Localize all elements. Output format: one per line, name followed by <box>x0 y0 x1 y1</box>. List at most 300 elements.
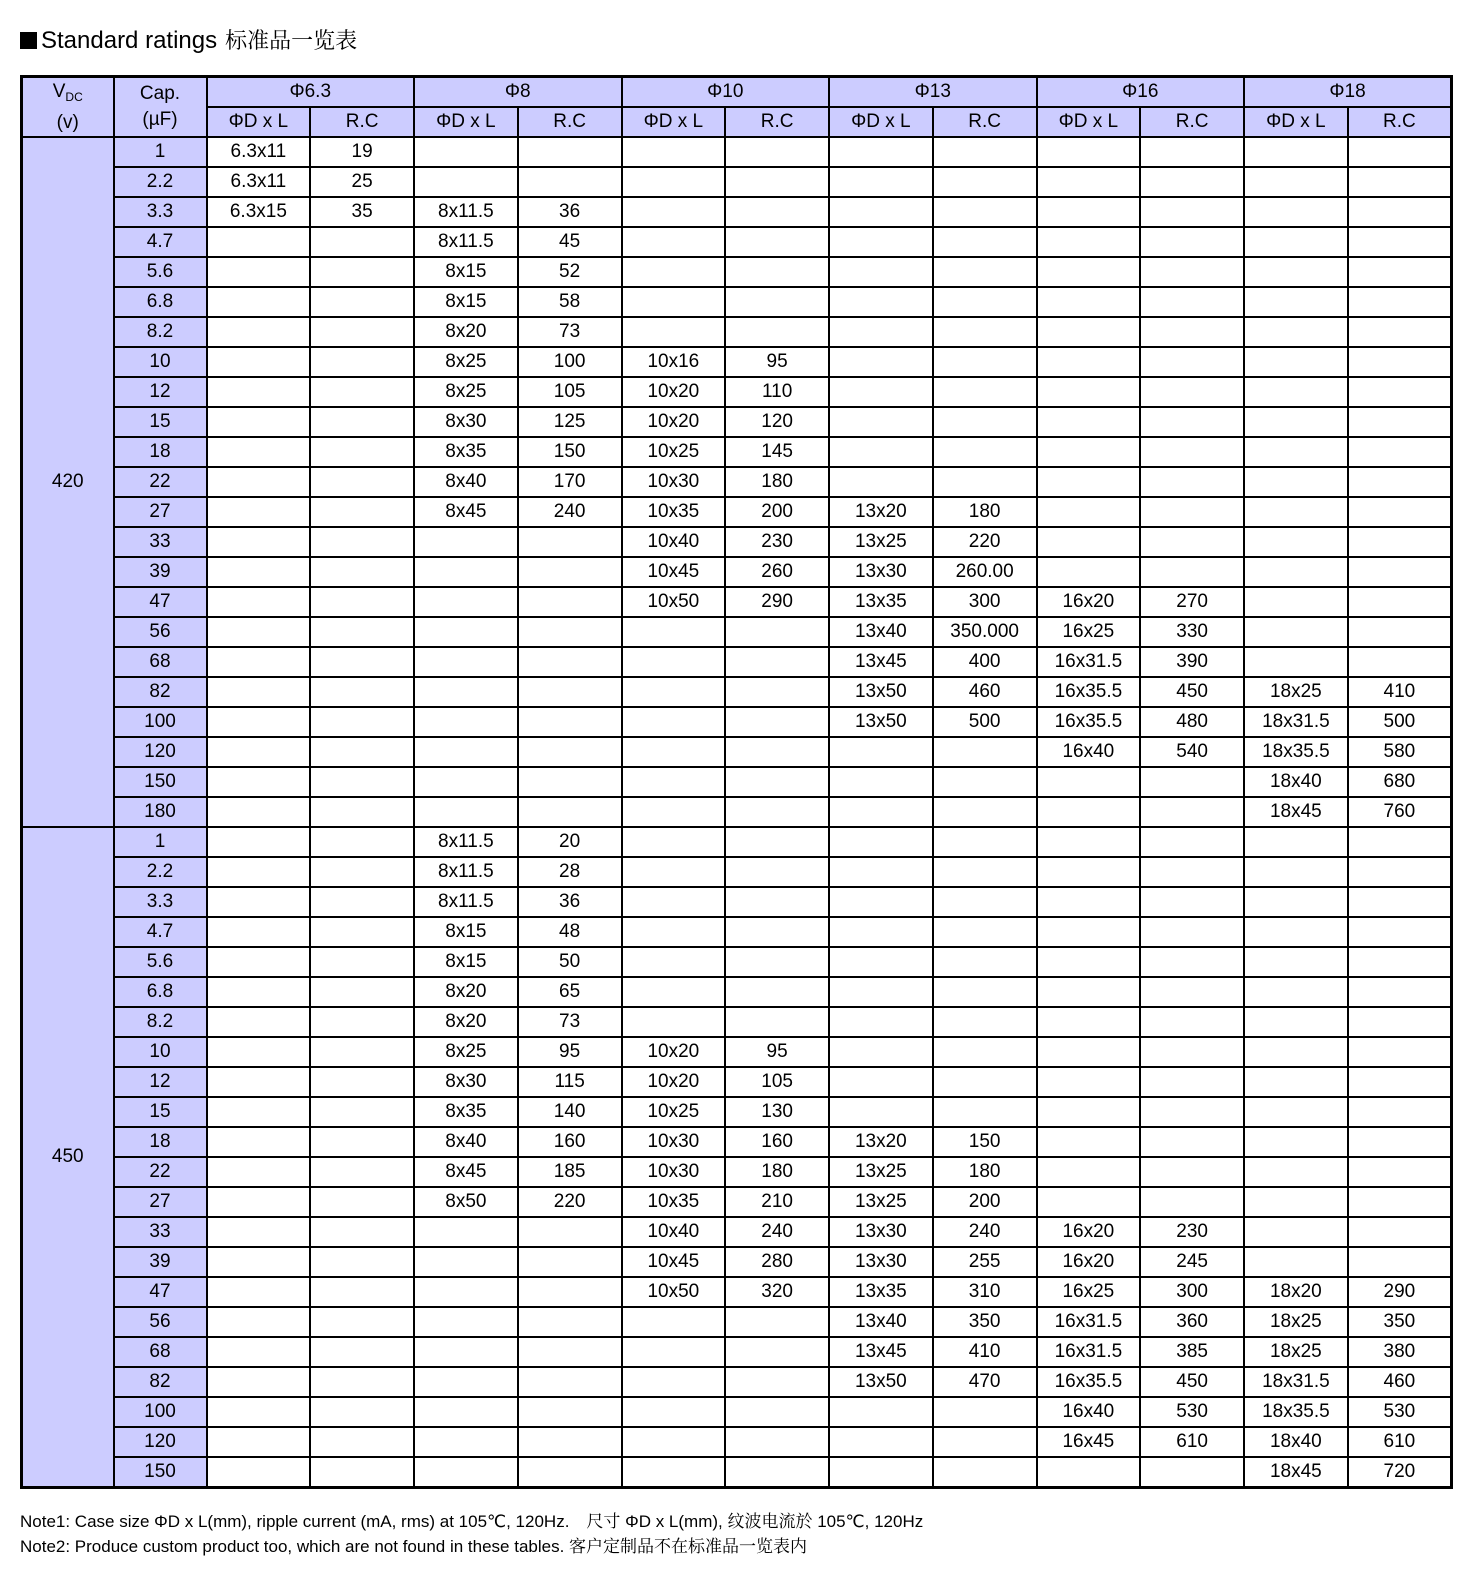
ripple-current-cell: 50 <box>518 947 622 977</box>
group-header-6-3: Φ6.3 <box>207 77 415 108</box>
size-cell <box>622 737 726 767</box>
table-row <box>22 737 1452 767</box>
size-cell: 13x30 <box>829 1247 933 1277</box>
size-cell: 13x45 <box>829 1337 933 1367</box>
ripple-current-cell <box>310 1097 414 1127</box>
size-cell <box>1037 137 1141 167</box>
table-row <box>22 1247 1452 1277</box>
size-cell: 13x50 <box>829 707 933 737</box>
size-cell <box>829 737 933 767</box>
size-cell: 8x50 <box>414 1187 518 1217</box>
size-cell <box>207 917 311 947</box>
table-row <box>22 1127 1452 1157</box>
ripple-current-cell <box>933 137 1037 167</box>
ripple-current-cell: 220 <box>518 1187 622 1217</box>
capacitance-cell: 82 <box>114 677 207 707</box>
ripple-current-cell <box>725 707 829 737</box>
table-row <box>22 347 1452 377</box>
size-cell: 13x50 <box>829 677 933 707</box>
size-cell <box>1037 1097 1141 1127</box>
ripple-current-cell: 25 <box>310 167 414 197</box>
ripple-current-cell: 230 <box>1140 1217 1244 1247</box>
table-row <box>22 287 1452 317</box>
size-cell: 8x11.5 <box>414 197 518 227</box>
ripple-current-cell <box>1348 347 1452 377</box>
table-row <box>22 137 1452 167</box>
col-rc-header: R.C <box>1140 107 1244 137</box>
size-cell <box>1244 1247 1348 1277</box>
ripple-current-cell: 140 <box>518 1097 622 1127</box>
size-cell <box>829 167 933 197</box>
size-cell: 18x25 <box>1244 1307 1348 1337</box>
size-cell <box>207 617 311 647</box>
ripple-current-cell <box>725 797 829 827</box>
ripple-current-cell <box>933 1037 1037 1067</box>
ripple-current-cell <box>518 1457 622 1488</box>
ripple-current-cell <box>1140 1127 1244 1157</box>
ripple-current-cell <box>310 1337 414 1367</box>
ripple-current-cell: 500 <box>933 707 1037 737</box>
size-cell <box>1244 1157 1348 1187</box>
size-cell <box>1244 617 1348 647</box>
size-cell <box>829 377 933 407</box>
size-cell <box>829 227 933 257</box>
size-cell <box>414 1277 518 1307</box>
capacitance-cell: 8.2 <box>114 1007 207 1037</box>
size-cell <box>622 647 726 677</box>
capacitance-cell: 120 <box>114 737 207 767</box>
size-cell <box>207 1247 311 1277</box>
table-body <box>22 137 1452 1488</box>
ripple-current-cell <box>1348 407 1452 437</box>
size-cell <box>1037 467 1141 497</box>
ripple-current-cell: 180 <box>725 467 829 497</box>
size-cell <box>207 1127 311 1157</box>
size-cell <box>829 1007 933 1037</box>
ripple-current-cell <box>1140 1007 1244 1037</box>
ripple-current-cell <box>310 1007 414 1037</box>
capacitance-cell: 120 <box>114 1427 207 1457</box>
ripple-current-cell <box>933 947 1037 977</box>
size-cell <box>622 1367 726 1397</box>
capacitance-cell: 3.3 <box>114 197 207 227</box>
note-2: Note2: Produce custom product too, which are not found in these tables. 客户定制品不在标准品一览表内 <box>20 1537 808 1556</box>
ripple-current-cell <box>310 1067 414 1097</box>
size-cell <box>1244 827 1348 857</box>
capacitance-cell: 4.7 <box>114 227 207 257</box>
ripple-current-cell <box>518 167 622 197</box>
ripple-current-cell: 170 <box>518 467 622 497</box>
ripple-current-cell: 290 <box>1348 1277 1452 1307</box>
table-row <box>22 467 1452 497</box>
ripple-current-cell <box>1140 917 1244 947</box>
size-cell: 8x30 <box>414 407 518 437</box>
table-row <box>22 257 1452 287</box>
ripple-current-cell <box>1348 137 1452 167</box>
ripple-current-cell <box>725 167 829 197</box>
voltage-cell: 450 <box>22 827 114 1488</box>
size-cell <box>1244 497 1348 527</box>
size-cell: 8x11.5 <box>414 827 518 857</box>
size-cell <box>207 977 311 1007</box>
ripple-current-cell: 610 <box>1348 1427 1452 1457</box>
size-cell <box>207 827 311 857</box>
size-cell: 10x20 <box>622 377 726 407</box>
ripple-current-cell <box>933 377 1037 407</box>
ripple-current-cell <box>1348 527 1452 557</box>
size-cell <box>207 1007 311 1037</box>
size-cell <box>829 887 933 917</box>
ripple-current-cell: 460 <box>933 677 1037 707</box>
ripple-current-cell: 540 <box>1140 737 1244 767</box>
capacitance-cell: 27 <box>114 497 207 527</box>
ripple-current-cell <box>1140 827 1244 857</box>
size-cell: 16x20 <box>1037 1247 1141 1277</box>
ripple-current-cell <box>725 737 829 767</box>
size-cell: 16x31.5 <box>1037 647 1141 677</box>
size-cell <box>622 947 726 977</box>
size-cell <box>622 317 726 347</box>
col-size-header: ΦD x L <box>829 107 933 137</box>
ripple-current-cell: 130 <box>725 1097 829 1127</box>
ripple-current-cell: 160 <box>725 1127 829 1157</box>
ripple-current-cell <box>933 227 1037 257</box>
ripple-current-cell <box>518 137 622 167</box>
col-size-header: ΦD x L <box>1244 107 1348 137</box>
ripple-current-cell <box>1348 1157 1452 1187</box>
size-cell <box>1244 977 1348 1007</box>
size-cell <box>207 1067 311 1097</box>
size-cell: 8x45 <box>414 1157 518 1187</box>
size-cell: 16x31.5 <box>1037 1307 1141 1337</box>
size-cell <box>622 1307 726 1337</box>
table-row <box>22 947 1452 977</box>
size-cell <box>207 347 311 377</box>
size-cell <box>1037 1157 1141 1187</box>
table-row <box>22 1097 1452 1127</box>
capacitance-cell: 18 <box>114 1127 207 1157</box>
size-cell: 10x20 <box>622 1067 726 1097</box>
size-cell <box>414 167 518 197</box>
ripple-current-cell: 530 <box>1140 1397 1244 1427</box>
table-row <box>22 797 1452 827</box>
ripple-current-cell: 610 <box>1140 1427 1244 1457</box>
ripple-current-cell: 240 <box>933 1217 1037 1247</box>
ripple-current-cell <box>1140 1157 1244 1187</box>
size-cell <box>207 767 311 797</box>
size-cell: 8x11.5 <box>414 227 518 257</box>
ripple-current-cell: 280 <box>725 1247 829 1277</box>
size-cell <box>207 527 311 557</box>
ripple-current-cell: 500 <box>1348 707 1452 737</box>
ripple-current-cell <box>725 1457 829 1488</box>
ripple-current-cell <box>933 737 1037 767</box>
ripple-current-cell: 58 <box>518 287 622 317</box>
size-cell <box>1244 1097 1348 1127</box>
ripple-current-cell <box>933 197 1037 227</box>
size-cell: 10x25 <box>622 437 726 467</box>
size-cell <box>1037 287 1141 317</box>
ripple-current-cell: 100 <box>518 347 622 377</box>
size-cell <box>1037 497 1141 527</box>
table-row <box>22 377 1452 407</box>
ripple-current-cell <box>310 287 414 317</box>
ripple-current-cell: 580 <box>1348 737 1452 767</box>
ripple-current-cell <box>933 797 1037 827</box>
group-header-16: Φ16 <box>1037 77 1245 108</box>
header-row-groups <box>22 77 1452 108</box>
ripple-current-cell: 180 <box>725 1157 829 1187</box>
size-cell <box>414 1307 518 1337</box>
ripple-current-cell <box>310 1127 414 1157</box>
size-cell <box>1244 587 1348 617</box>
ripple-current-cell: 160 <box>518 1127 622 1157</box>
capacitance-cell: 3.3 <box>114 887 207 917</box>
ripple-current-cell <box>518 1277 622 1307</box>
ripple-current-cell <box>725 317 829 347</box>
size-cell <box>414 1427 518 1457</box>
ripple-current-cell <box>1348 587 1452 617</box>
table-row <box>22 677 1452 707</box>
ripple-current-cell <box>1348 887 1452 917</box>
size-cell: 10x40 <box>622 527 726 557</box>
size-cell <box>622 797 726 827</box>
table-row <box>22 1067 1452 1097</box>
size-cell <box>414 1457 518 1488</box>
ripple-current-cell <box>310 737 414 767</box>
size-cell <box>622 257 726 287</box>
size-cell: 8x15 <box>414 287 518 317</box>
size-cell <box>1244 1037 1348 1067</box>
size-cell <box>414 1217 518 1247</box>
table-row <box>22 1367 1452 1397</box>
capacitance-cell: 5.6 <box>114 257 207 287</box>
capacitance-cell: 5.6 <box>114 947 207 977</box>
size-cell <box>622 617 726 647</box>
size-cell: 18x20 <box>1244 1277 1348 1307</box>
ripple-current-cell <box>933 467 1037 497</box>
size-cell: 10x50 <box>622 587 726 617</box>
size-cell <box>1244 287 1348 317</box>
ripple-current-cell: 410 <box>1348 677 1452 707</box>
ripple-current-cell: 380 <box>1348 1337 1452 1367</box>
ripple-current-cell: 480 <box>1140 707 1244 737</box>
size-cell: 8x45 <box>414 497 518 527</box>
size-cell: 13x30 <box>829 557 933 587</box>
ripple-current-cell: 350 <box>1348 1307 1452 1337</box>
ripple-current-cell <box>1140 887 1244 917</box>
size-cell <box>1244 1127 1348 1157</box>
table-row <box>22 917 1452 947</box>
ripple-current-cell: 19 <box>310 137 414 167</box>
ripple-current-cell <box>518 557 622 587</box>
ripple-current-cell: 35 <box>310 197 414 227</box>
col-size-header: ΦD x L <box>207 107 311 137</box>
ripple-current-cell <box>1348 557 1452 587</box>
ripple-current-cell <box>1140 797 1244 827</box>
capacitance-cell: 22 <box>114 1157 207 1187</box>
col-rc-header: R.C <box>1348 107 1452 137</box>
ripple-current-cell <box>933 257 1037 287</box>
size-cell: 8x40 <box>414 1127 518 1157</box>
size-cell: 8x25 <box>414 347 518 377</box>
table-row <box>22 1037 1452 1067</box>
size-cell: 13x20 <box>829 497 933 527</box>
size-cell: 8x25 <box>414 1037 518 1067</box>
table-header <box>22 77 1452 138</box>
ripple-current-cell <box>310 887 414 917</box>
ripple-current-cell <box>1348 467 1452 497</box>
ripple-current-cell <box>933 347 1037 377</box>
size-cell <box>207 1037 311 1067</box>
capacitance-cell: 2.2 <box>114 167 207 197</box>
ripple-current-cell <box>725 767 829 797</box>
size-cell <box>1037 347 1141 377</box>
ripple-current-cell: 385 <box>1140 1337 1244 1367</box>
group-header-13: Φ13 <box>829 77 1037 108</box>
ripple-current-cell: 45 <box>518 227 622 257</box>
capacitance-cell: 8.2 <box>114 317 207 347</box>
ripple-current-cell <box>1348 1217 1452 1247</box>
size-cell <box>207 587 311 617</box>
size-cell <box>622 1397 726 1427</box>
ripple-current-cell: 760 <box>1348 797 1452 827</box>
size-cell: 10x35 <box>622 497 726 527</box>
ripple-current-cell <box>1140 227 1244 257</box>
size-cell: 13x20 <box>829 1127 933 1157</box>
ripple-current-cell <box>1348 227 1452 257</box>
size-cell <box>1244 137 1348 167</box>
ripple-current-cell: 36 <box>518 197 622 227</box>
ripple-current-cell <box>310 1187 414 1217</box>
size-cell <box>207 1457 311 1488</box>
size-cell: 8x11.5 <box>414 857 518 887</box>
size-cell <box>1037 377 1141 407</box>
ripple-current-cell: 95 <box>725 347 829 377</box>
ripple-current-cell <box>518 1427 622 1457</box>
size-cell <box>829 287 933 317</box>
ripple-current-cell: 470 <box>933 1367 1037 1397</box>
ripple-current-cell <box>933 977 1037 1007</box>
ripple-current-cell <box>1348 497 1452 527</box>
table-row <box>22 1397 1452 1427</box>
ripple-current-cell: 73 <box>518 1007 622 1037</box>
size-cell <box>207 437 311 467</box>
ripple-current-cell <box>518 677 622 707</box>
size-cell <box>829 1397 933 1427</box>
table-row <box>22 437 1452 467</box>
ripple-current-cell: 200 <box>933 1187 1037 1217</box>
size-cell <box>829 1427 933 1457</box>
col-rc-header: R.C <box>933 107 1037 137</box>
size-cell <box>829 407 933 437</box>
size-cell: 18x25 <box>1244 677 1348 707</box>
capacitance-cell: 10 <box>114 1037 207 1067</box>
ripple-current-cell <box>1140 557 1244 587</box>
ripple-current-cell <box>933 767 1037 797</box>
table-row <box>22 1007 1452 1037</box>
capacitance-cell: 39 <box>114 557 207 587</box>
ripple-current-cell <box>725 257 829 287</box>
ripple-current-cell <box>725 647 829 677</box>
size-cell: 18x35.5 <box>1244 737 1348 767</box>
ripple-current-cell <box>310 977 414 1007</box>
size-cell: 6.3x15 <box>207 197 311 227</box>
size-cell <box>1037 437 1141 467</box>
size-cell: 13x50 <box>829 1367 933 1397</box>
ripple-current-cell: 200 <box>725 497 829 527</box>
ripple-current-cell <box>1140 437 1244 467</box>
capacitance-cell: 150 <box>114 767 207 797</box>
capacitance-cell: 4.7 <box>114 917 207 947</box>
size-cell: 18x45 <box>1244 797 1348 827</box>
ripple-current-cell <box>1348 617 1452 647</box>
size-cell: 16x20 <box>1037 1217 1141 1247</box>
size-cell: 18x31.5 <box>1244 707 1348 737</box>
capacitance-cell: 1 <box>114 137 207 167</box>
size-cell <box>829 1037 933 1067</box>
size-cell: 16x40 <box>1037 737 1141 767</box>
ripple-current-cell <box>1140 977 1244 1007</box>
size-cell <box>1244 197 1348 227</box>
size-cell <box>622 287 726 317</box>
ripple-current-cell: 230 <box>725 527 829 557</box>
ripple-current-cell <box>518 707 622 737</box>
size-cell: 10x20 <box>622 407 726 437</box>
ripple-current-cell <box>933 1007 1037 1037</box>
ripple-current-cell: 150 <box>518 437 622 467</box>
ripple-current-cell <box>310 1277 414 1307</box>
ripple-current-cell <box>310 347 414 377</box>
size-cell <box>207 257 311 287</box>
ripple-current-cell <box>1140 1067 1244 1097</box>
vdc-header: $V_{DC}$ (v) <box>22 77 114 138</box>
size-cell: 8x30 <box>414 1067 518 1097</box>
ripple-current-cell <box>725 1307 829 1337</box>
size-cell <box>622 197 726 227</box>
size-cell <box>1037 527 1141 557</box>
size-cell <box>829 977 933 1007</box>
ripple-current-cell: 310 <box>933 1277 1037 1307</box>
ripple-current-cell <box>1140 347 1244 377</box>
ripple-current-cell: 52 <box>518 257 622 287</box>
capacitance-cell: 18 <box>114 437 207 467</box>
capacitance-cell: 10 <box>114 347 207 377</box>
size-cell: 18x40 <box>1244 767 1348 797</box>
ripple-current-cell: 210 <box>725 1187 829 1217</box>
capacitance-cell: 180 <box>114 797 207 827</box>
table-row <box>22 1277 1452 1307</box>
ripple-current-cell <box>1348 857 1452 887</box>
ripple-current-cell <box>933 1457 1037 1488</box>
table-row <box>22 1427 1452 1457</box>
ripple-current-cell <box>518 1397 622 1427</box>
ripple-current-cell <box>310 437 414 467</box>
ripple-current-cell <box>933 407 1037 437</box>
ripple-current-cell: 530 <box>1348 1397 1452 1427</box>
size-cell <box>207 1277 311 1307</box>
size-cell: 16x45 <box>1037 1427 1141 1457</box>
ripple-current-cell: 145 <box>725 437 829 467</box>
size-cell <box>207 1157 311 1187</box>
size-cell: 16x35.5 <box>1037 707 1141 737</box>
ripple-current-cell <box>310 707 414 737</box>
size-cell: 8x15 <box>414 947 518 977</box>
size-cell <box>414 797 518 827</box>
ripple-current-cell <box>725 287 829 317</box>
ripple-current-cell <box>725 917 829 947</box>
size-cell <box>207 1397 311 1427</box>
